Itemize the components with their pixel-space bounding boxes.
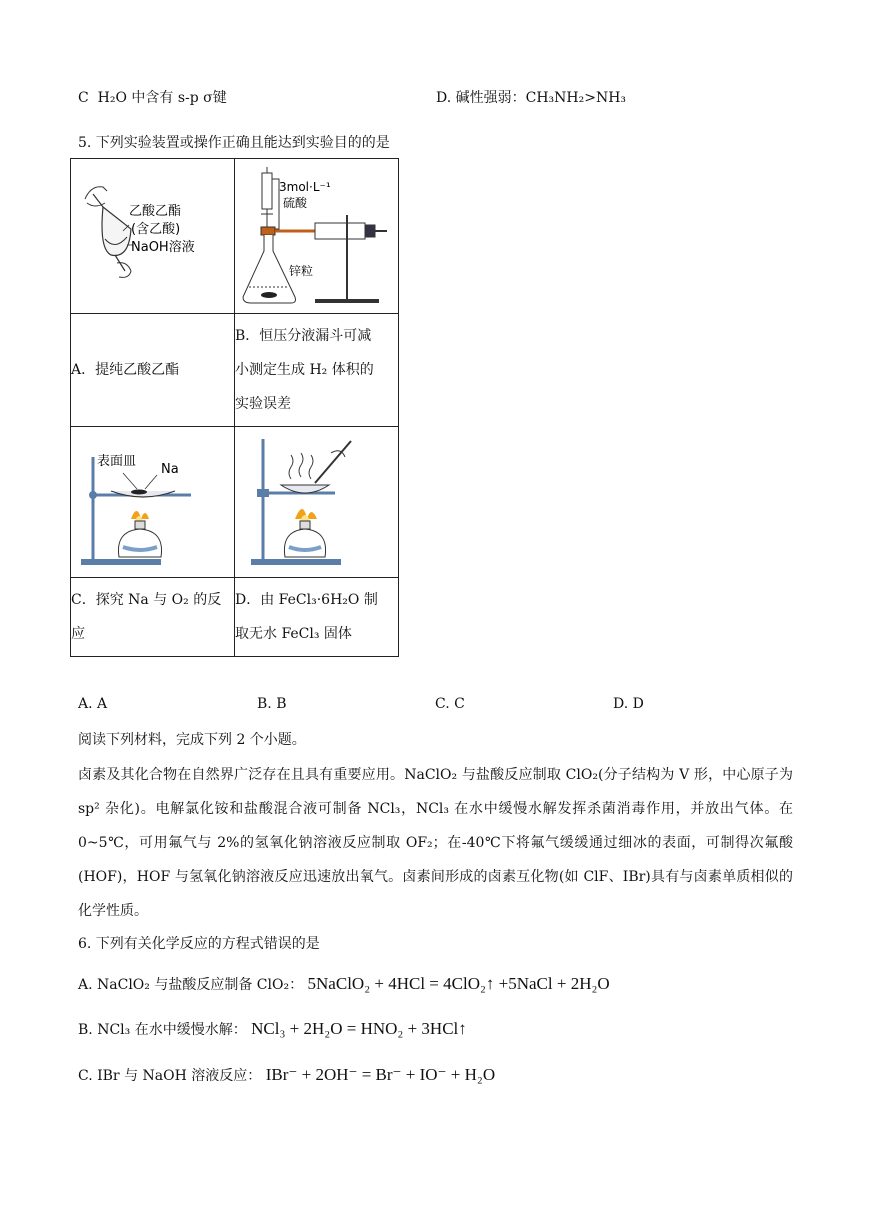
option-d-text: 碱性强弱：CH₃NH₂>NH₃	[455, 90, 627, 106]
q6-option-a	[78, 974, 610, 995]
fig-c-label-watch-glass: 表面皿	[97, 454, 137, 469]
q6-stem: 6. 下列有关化学反应的方程式错误的是	[78, 936, 320, 952]
option-b-cell	[235, 314, 399, 427]
option-c	[78, 88, 227, 108]
q6-option-b-prefix: B. NCl₃ 在水中缓慢水解：	[78, 1022, 247, 1038]
option-a-text: A．提纯乙酸乙酯	[71, 362, 180, 378]
choice-c: C. C	[435, 696, 465, 712]
choice-a: A. A	[78, 696, 108, 712]
figure-b-cell	[235, 159, 399, 314]
q6-option-a-equation: 5NaClO₂ + 4HCl = 4ClO₂↑ +5NaCl + 2H₂O	[307, 974, 610, 993]
fig-a-label-acetic-acid: (含乙酸)	[131, 222, 181, 237]
q6-option-b	[78, 1019, 467, 1040]
option-c-text-1: C．探究 Na 与 O₂ 的反	[71, 592, 222, 608]
reading-material: 卤素及其化合物在自然界广泛存在且具有重要应用。NaClO₂ 与盐酸反应制取 ClO₂(分子结构为 V 形，中心原子为 sp² 杂化)。电解氯化铵和盐酸混合液可制备 NCl₃，NCl₃ 在水中缓慢水解发挥杀菌消毒作用，并放出气体。在 0~5℃，可用氟气与 2%的氢氧化钠溶液反应制取 OF₂；在-40℃下将氟气缓缓通过细冰的表面，可制得次氟酸(HOF)，HOF 与氢氧化钠溶液反应迅速放出氧气。卤素间形成的卤素互化物(如 ClF、IBr)具有与卤素单质相似的化学性质。	[78, 767, 793, 919]
option-c-text-2: 应	[71, 626, 85, 642]
choice-d: D. D	[613, 696, 644, 712]
option-c-label: C	[78, 90, 89, 106]
q6-option-b-equation: NCl₃ + 2H₂O = HNO₂ + 3HCl↑	[251, 1019, 467, 1038]
figure-c-cell	[71, 427, 235, 578]
figure-d-cell	[235, 427, 399, 578]
option-c-text: H₂O 中含有 s-p σ键	[97, 90, 227, 106]
option-a-cell	[71, 314, 235, 427]
q5-stem: 5. 下列实验装置或操作正确且能达到实验目的的是	[78, 135, 390, 151]
option-b-text-1: B．恒压分液漏斗可减	[235, 328, 372, 344]
figure-a-cell	[71, 159, 235, 314]
q6-option-c	[78, 1065, 495, 1086]
option-d-label: D.	[436, 90, 452, 106]
option-d-cell	[235, 578, 399, 657]
hydrogen-volume-apparatus-figure	[235, 159, 398, 309]
fig-a-label-naoh: NaOH溶液	[131, 240, 195, 255]
evaporating-dish-figure	[235, 427, 398, 573]
separatory-funnel-figure	[71, 159, 234, 309]
q6-option-c-equation: IBr⁻ + 2OH⁻ = Br⁻ + IO⁻ + H₂O	[265, 1065, 496, 1084]
fig-b-label-zinc: 锌粒	[289, 264, 314, 278]
fig-b-label-sulfuric-acid: 硫酸	[283, 196, 308, 210]
option-b-text-3: 实验误差	[235, 396, 291, 412]
fig-b-label-concentration: 3mol·L⁻¹	[279, 180, 331, 194]
q6-option-a-prefix: A. NaClO₂ 与盐酸反应制备 ClO₂：	[78, 977, 304, 993]
sodium-combustion-figure	[71, 427, 234, 573]
fig-a-label-ethyl-acetate: 乙酸乙酯	[129, 204, 182, 219]
reading-intro: 阅读下列材料，完成下列 2 个小题。	[78, 732, 306, 748]
q6-option-c-prefix: C. IBr 与 NaOH 溶液反应：	[78, 1068, 262, 1084]
option-d	[436, 88, 626, 108]
choice-b: B. B	[257, 696, 287, 712]
option-d-text-2: 取无水 FeCl₃ 固体	[235, 626, 352, 642]
option-b-text-2: 小测定生成 H₂ 体积的	[235, 362, 374, 378]
option-d-text-1: D．由 FeCl₃·6H₂O 制	[235, 592, 378, 608]
fig-c-label-na: Na	[161, 462, 179, 477]
option-c-cell	[71, 578, 235, 657]
q5-options-table	[70, 158, 399, 657]
